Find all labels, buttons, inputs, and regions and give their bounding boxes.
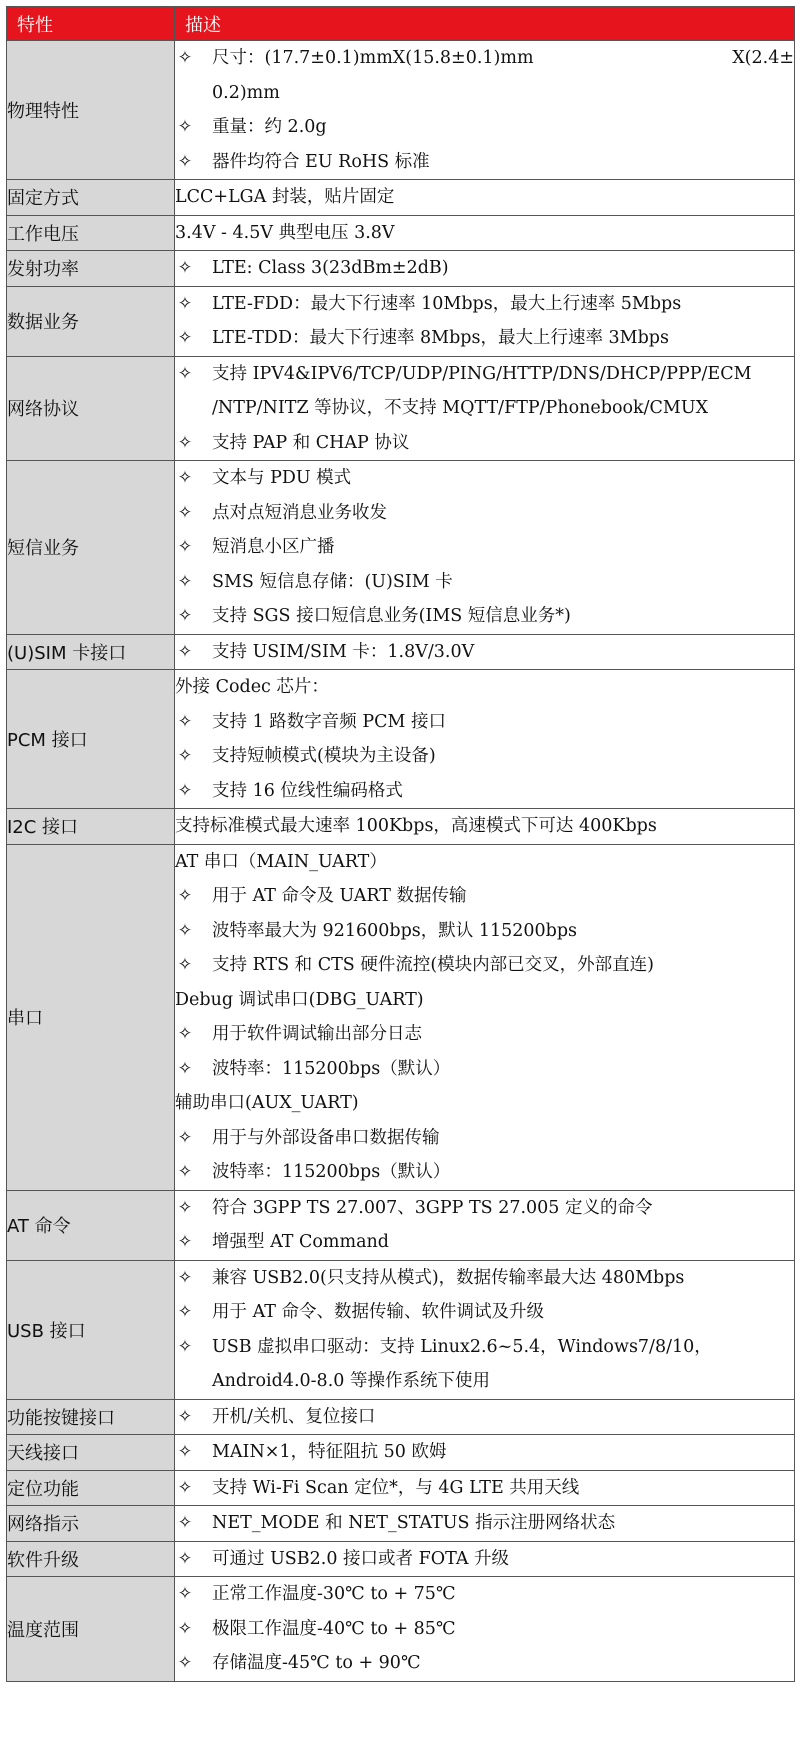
feature-cell: 物理特性 bbox=[7, 41, 175, 180]
line-text: /NTP/NITZ 等协议，不支持 MQTT/FTP/Phonebook/CMUX bbox=[212, 398, 709, 418]
bullet-icon bbox=[175, 1330, 212, 1365]
line-text: 用于 AT 命令及 UART 数据传输 bbox=[212, 886, 467, 906]
line-text: 3.4V - 4.5V 典型电压 3.8V bbox=[175, 222, 395, 243]
description-line bbox=[175, 845, 794, 880]
feature-cell: 网络协议 bbox=[7, 356, 175, 461]
four-point-star-icon: ✧ bbox=[177, 328, 193, 348]
bullet-icon bbox=[175, 426, 212, 461]
four-point-star-icon: ✧ bbox=[177, 1197, 193, 1218]
bullet-icon bbox=[175, 1155, 212, 1190]
description-cell bbox=[175, 809, 795, 845]
bullet-icon bbox=[175, 110, 212, 145]
description-line bbox=[175, 670, 794, 705]
description-line bbox=[175, 1435, 794, 1470]
line-text: 支持 IPV4&IPV6/TCP/UDP/PING/HTTP/DNS/DHCP/PPP/ECM bbox=[212, 363, 752, 384]
four-point-star-icon: ✧ bbox=[177, 920, 193, 941]
feature-cell: PCM 接口 bbox=[7, 670, 175, 809]
description-line bbox=[175, 110, 794, 145]
description-line bbox=[175, 496, 794, 531]
bullet-icon bbox=[175, 948, 212, 983]
feature-cell: 工作电压 bbox=[7, 215, 175, 251]
bullet-icon bbox=[175, 1052, 212, 1087]
four-point-star-icon: ✧ bbox=[177, 780, 193, 801]
bullet-icon bbox=[175, 496, 212, 531]
description-line bbox=[175, 321, 794, 356]
bullet-icon bbox=[175, 530, 212, 565]
four-point-star-icon: ✧ bbox=[177, 1653, 193, 1673]
line-text: 用于 AT 命令、数据传输、软件调试及升级 bbox=[212, 1302, 544, 1322]
line-text: 波特率最大为 921600bps，默认 115200bps bbox=[212, 920, 578, 941]
line-text: 支持 SGS 接口短信息业务(IMS 短信息业务*) bbox=[212, 606, 571, 626]
line-text: 波特率：115200bps（默认） bbox=[212, 1058, 451, 1079]
header-description: 描述 bbox=[175, 7, 795, 41]
description-line bbox=[175, 879, 794, 914]
header-feature: 特性 bbox=[7, 7, 175, 41]
description-line bbox=[175, 948, 794, 983]
description-line bbox=[175, 426, 794, 461]
feature-cell: I2C 接口 bbox=[7, 809, 175, 845]
bullet-icon bbox=[175, 1261, 212, 1296]
table-row bbox=[7, 670, 795, 809]
description-line bbox=[175, 180, 794, 215]
line-text: 器件均符合 EU RoHS 标准 bbox=[212, 151, 430, 172]
description-line bbox=[175, 216, 794, 251]
description-cell bbox=[175, 670, 795, 809]
description-cell bbox=[175, 215, 795, 251]
four-point-star-icon: ✧ bbox=[177, 955, 193, 975]
four-point-star-icon: ✧ bbox=[177, 151, 193, 172]
description-line bbox=[175, 774, 794, 809]
four-point-star-icon: ✧ bbox=[177, 711, 193, 732]
line-text: SMS 短信息存储：(U)SIM 卡 bbox=[212, 571, 453, 592]
description-line bbox=[175, 1330, 794, 1365]
line-text: 支持 RTS 和 CTS 硬件流控(模块内部已交叉，外部直连) bbox=[212, 955, 654, 975]
table-row bbox=[7, 1470, 795, 1506]
table-row bbox=[7, 1399, 795, 1435]
line-text: 存储温度-45℃ to + 90℃ bbox=[212, 1653, 421, 1673]
description-line bbox=[175, 1052, 794, 1087]
bullet-icon bbox=[175, 635, 212, 670]
description-cell bbox=[175, 844, 795, 1190]
four-point-star-icon: ✧ bbox=[177, 1618, 193, 1639]
description-cell bbox=[175, 180, 795, 216]
four-point-star-icon: ✧ bbox=[177, 1232, 193, 1252]
bullet-icon bbox=[175, 565, 212, 600]
four-point-star-icon: ✧ bbox=[177, 1406, 193, 1427]
description-line bbox=[175, 1086, 794, 1121]
line-text: 支持标准模式最大速率 100Kbps，高速模式下可达 400Kbps bbox=[175, 816, 657, 836]
description-line bbox=[175, 809, 794, 844]
description-cell bbox=[175, 1260, 795, 1399]
line-text: 支持 16 位线性编码格式 bbox=[212, 780, 403, 801]
bullet-icon bbox=[175, 599, 212, 634]
four-point-star-icon: ✧ bbox=[177, 1336, 193, 1357]
line-text: 用于软件调试输出部分日志 bbox=[212, 1024, 422, 1044]
four-point-star-icon: ✧ bbox=[177, 1127, 193, 1148]
bullet-icon bbox=[175, 461, 212, 496]
bullet-icon bbox=[175, 1506, 212, 1541]
bullet-icon bbox=[175, 1542, 212, 1577]
bullet-icon bbox=[175, 1295, 212, 1330]
table-row bbox=[7, 1541, 795, 1577]
four-point-star-icon: ✧ bbox=[177, 571, 193, 592]
description-cell bbox=[175, 1506, 795, 1542]
description-line bbox=[175, 461, 794, 496]
bullet-icon bbox=[175, 321, 212, 356]
four-point-star-icon: ✧ bbox=[177, 1513, 193, 1533]
bullet-icon bbox=[175, 879, 212, 914]
feature-cell: 固定方式 bbox=[7, 180, 175, 216]
line-text: Debug 调试串口(DBG_UART) bbox=[175, 989, 424, 1010]
four-point-star-icon: ✧ bbox=[177, 48, 193, 68]
feature-cell: 数据业务 bbox=[7, 286, 175, 356]
bullet-icon bbox=[175, 774, 212, 809]
description-cell bbox=[175, 1399, 795, 1435]
line-text: LTE-FDD：最大下行速率 10Mbps，最大上行速率 5Mbps bbox=[212, 293, 682, 314]
bullet-icon bbox=[175, 1435, 212, 1470]
description-cell bbox=[175, 1541, 795, 1577]
bullet-icon bbox=[175, 145, 212, 180]
description-cell bbox=[175, 1470, 795, 1506]
table-row bbox=[7, 251, 795, 287]
line-text: 文本与 PDU 模式 bbox=[212, 468, 352, 488]
description-line bbox=[175, 1225, 794, 1260]
line-text: 开机/关机、复位接口 bbox=[212, 1406, 376, 1427]
four-point-star-icon: ✧ bbox=[177, 468, 193, 488]
line-text: USB 虚拟串口驱动：支持 Linux2.6~5.4，Windows7/8/10， bbox=[212, 1336, 712, 1357]
description-line bbox=[175, 1121, 794, 1156]
four-point-star-icon: ✧ bbox=[177, 1162, 193, 1182]
description-line bbox=[175, 76, 794, 111]
table-row bbox=[7, 180, 795, 216]
feature-cell: (U)SIM 卡接口 bbox=[7, 634, 175, 670]
bullet-icon bbox=[175, 1612, 212, 1647]
description-line bbox=[175, 705, 794, 740]
description-cell bbox=[175, 1577, 795, 1682]
four-point-star-icon: ✧ bbox=[177, 117, 193, 137]
four-point-star-icon: ✧ bbox=[177, 537, 193, 557]
four-point-star-icon: ✧ bbox=[177, 432, 193, 453]
line-text: 波特率：115200bps（默认） bbox=[212, 1162, 451, 1182]
bullet-icon bbox=[175, 1400, 212, 1435]
four-point-star-icon: ✧ bbox=[177, 606, 193, 626]
table-row bbox=[7, 1435, 795, 1471]
line-text: 外接 Codec 芯片： bbox=[175, 677, 329, 697]
four-point-star-icon: ✧ bbox=[177, 1442, 193, 1462]
description-line bbox=[175, 1400, 794, 1435]
description-line bbox=[175, 357, 794, 392]
four-point-star-icon: ✧ bbox=[177, 363, 193, 384]
bullet-icon bbox=[175, 1646, 212, 1681]
four-point-star-icon: ✧ bbox=[177, 502, 193, 523]
description-line bbox=[175, 1542, 794, 1577]
table-row bbox=[7, 356, 795, 461]
table-row bbox=[7, 809, 795, 845]
four-point-star-icon: ✧ bbox=[177, 1024, 193, 1044]
feature-cell: 定位功能 bbox=[7, 1470, 175, 1506]
description-line bbox=[175, 41, 794, 76]
feature-cell: 天线接口 bbox=[7, 1435, 175, 1471]
line-text-right: X(2.4± bbox=[732, 48, 794, 68]
description-line bbox=[175, 145, 794, 180]
bullet-icon bbox=[175, 1577, 212, 1612]
description-line bbox=[175, 1191, 794, 1226]
description-line bbox=[175, 530, 794, 565]
bullet-icon bbox=[175, 1121, 212, 1156]
bullet-icon bbox=[175, 357, 212, 392]
bullet-icon bbox=[175, 1225, 212, 1260]
feature-cell: 功能按键接口 bbox=[7, 1399, 175, 1435]
description-cell bbox=[175, 286, 795, 356]
bullet-icon bbox=[175, 287, 212, 322]
table-row bbox=[7, 1260, 795, 1399]
description-line bbox=[175, 1612, 794, 1647]
description-cell bbox=[175, 356, 795, 461]
bullet-icon bbox=[175, 1191, 212, 1226]
spec-table bbox=[6, 6, 795, 1682]
description-line bbox=[175, 1295, 794, 1330]
description-line bbox=[175, 983, 794, 1018]
description-line bbox=[175, 565, 794, 600]
four-point-star-icon: ✧ bbox=[177, 1584, 193, 1604]
four-point-star-icon: ✧ bbox=[177, 746, 193, 766]
description-cell bbox=[175, 1435, 795, 1471]
line-text: LCC+LGA 封装，贴片固定 bbox=[175, 187, 395, 207]
description-line bbox=[175, 251, 794, 286]
line-text: 尺寸：(17.7±0.1)mmX(15.8±0.1)mm bbox=[212, 48, 534, 68]
feature-cell: 短信业务 bbox=[7, 461, 175, 635]
line-text: 正常工作温度-30℃ to + 75℃ bbox=[212, 1584, 456, 1604]
bullet-icon bbox=[175, 41, 212, 76]
description-cell bbox=[175, 1190, 795, 1260]
line-text: 支持短帧模式(模块为主设备) bbox=[212, 746, 436, 766]
line-text: 支持 PAP 和 CHAP 协议 bbox=[212, 432, 410, 453]
description-cell bbox=[175, 41, 795, 180]
description-cell bbox=[175, 461, 795, 635]
table-row bbox=[7, 215, 795, 251]
line-text: NET_MODE 和 NET_STATUS 指示注册网络状态 bbox=[212, 1513, 616, 1533]
four-point-star-icon: ✧ bbox=[177, 1267, 193, 1288]
four-point-star-icon: ✧ bbox=[177, 1477, 193, 1498]
description-line bbox=[175, 739, 794, 774]
line-text: 重量：约 2.0g bbox=[212, 117, 327, 137]
line-text: 0.2)mm bbox=[212, 82, 280, 103]
description-line bbox=[175, 287, 794, 322]
header-row bbox=[7, 7, 795, 41]
spec-body bbox=[7, 41, 795, 1682]
feature-cell: 温度范围 bbox=[7, 1577, 175, 1682]
bullet-icon bbox=[175, 251, 212, 286]
line-text: 符合 3GPP TS 27.007、3GPP TS 27.005 定义的命令 bbox=[212, 1197, 653, 1218]
line-text: 可通过 USB2.0 接口或者 FOTA 升级 bbox=[212, 1548, 510, 1569]
line-text: 短消息小区广播 bbox=[212, 537, 335, 557]
description-line bbox=[175, 1261, 794, 1296]
line-text: 支持 Wi-Fi Scan 定位*，与 4G LTE 共用天线 bbox=[212, 1477, 580, 1498]
table-row bbox=[7, 844, 795, 1190]
four-point-star-icon: ✧ bbox=[177, 641, 193, 662]
four-point-star-icon: ✧ bbox=[177, 1058, 193, 1079]
four-point-star-icon: ✧ bbox=[177, 293, 193, 314]
line-text: 点对点短消息业务收发 bbox=[212, 502, 387, 523]
table-row bbox=[7, 1577, 795, 1682]
feature-cell: 串口 bbox=[7, 844, 175, 1190]
description-cell bbox=[175, 251, 795, 287]
description-line bbox=[175, 1506, 794, 1541]
four-point-star-icon: ✧ bbox=[177, 1548, 193, 1569]
line-text: 用于与外部设备串口数据传输 bbox=[212, 1127, 440, 1148]
description-line bbox=[175, 1646, 794, 1681]
feature-cell: 发射功率 bbox=[7, 251, 175, 287]
line-text: 极限工作温度-40℃ to + 85℃ bbox=[212, 1618, 456, 1639]
table-row bbox=[7, 286, 795, 356]
line-text: 兼容 USB2.0(只支持从模式)，数据传输率最大达 480Mbps bbox=[212, 1267, 685, 1288]
four-point-star-icon: ✧ bbox=[177, 258, 193, 278]
bullet-icon bbox=[175, 1471, 212, 1506]
line-text: Android4.0-8.0 等操作系统下使用 bbox=[212, 1371, 490, 1391]
description-line bbox=[175, 1471, 794, 1506]
line-text: LTE-TDD：最大下行速率 8Mbps，最大上行速率 3Mbps bbox=[212, 328, 669, 348]
bullet-icon bbox=[175, 914, 212, 949]
line-text: 支持 USIM/SIM 卡：1.8V/3.0V bbox=[212, 641, 475, 662]
description-line bbox=[175, 1364, 794, 1399]
feature-cell: 软件升级 bbox=[7, 1541, 175, 1577]
description-line bbox=[175, 635, 794, 670]
bullet-icon bbox=[175, 1017, 212, 1052]
bullet-icon bbox=[175, 705, 212, 740]
line-text: AT 串口（MAIN_UART） bbox=[175, 851, 387, 872]
four-point-star-icon: ✧ bbox=[177, 886, 193, 906]
line-text: LTE: Class 3(23dBm±2dB) bbox=[212, 258, 449, 278]
description-line bbox=[175, 1155, 794, 1190]
table-row bbox=[7, 634, 795, 670]
table-row bbox=[7, 41, 795, 180]
feature-cell: 网络指示 bbox=[7, 1506, 175, 1542]
line-text: MAIN×1，特征阻抗 50 欧姆 bbox=[212, 1442, 447, 1462]
description-cell bbox=[175, 634, 795, 670]
table-row bbox=[7, 461, 795, 635]
bullet-icon bbox=[175, 739, 212, 774]
table-row bbox=[7, 1190, 795, 1260]
description-line bbox=[175, 914, 794, 949]
line-text: 辅助串口(AUX_UART) bbox=[175, 1093, 359, 1113]
line-text: 增强型 AT Command bbox=[212, 1232, 389, 1252]
description-line bbox=[175, 1577, 794, 1612]
description-line bbox=[175, 391, 794, 426]
description-line bbox=[175, 599, 794, 634]
table-row bbox=[7, 1506, 795, 1542]
feature-cell: USB 接口 bbox=[7, 1260, 175, 1399]
four-point-star-icon: ✧ bbox=[177, 1302, 193, 1322]
line-text: 支持 1 路数字音频 PCM 接口 bbox=[212, 711, 446, 732]
description-line bbox=[175, 1017, 794, 1052]
feature-cell: AT 命令 bbox=[7, 1190, 175, 1260]
